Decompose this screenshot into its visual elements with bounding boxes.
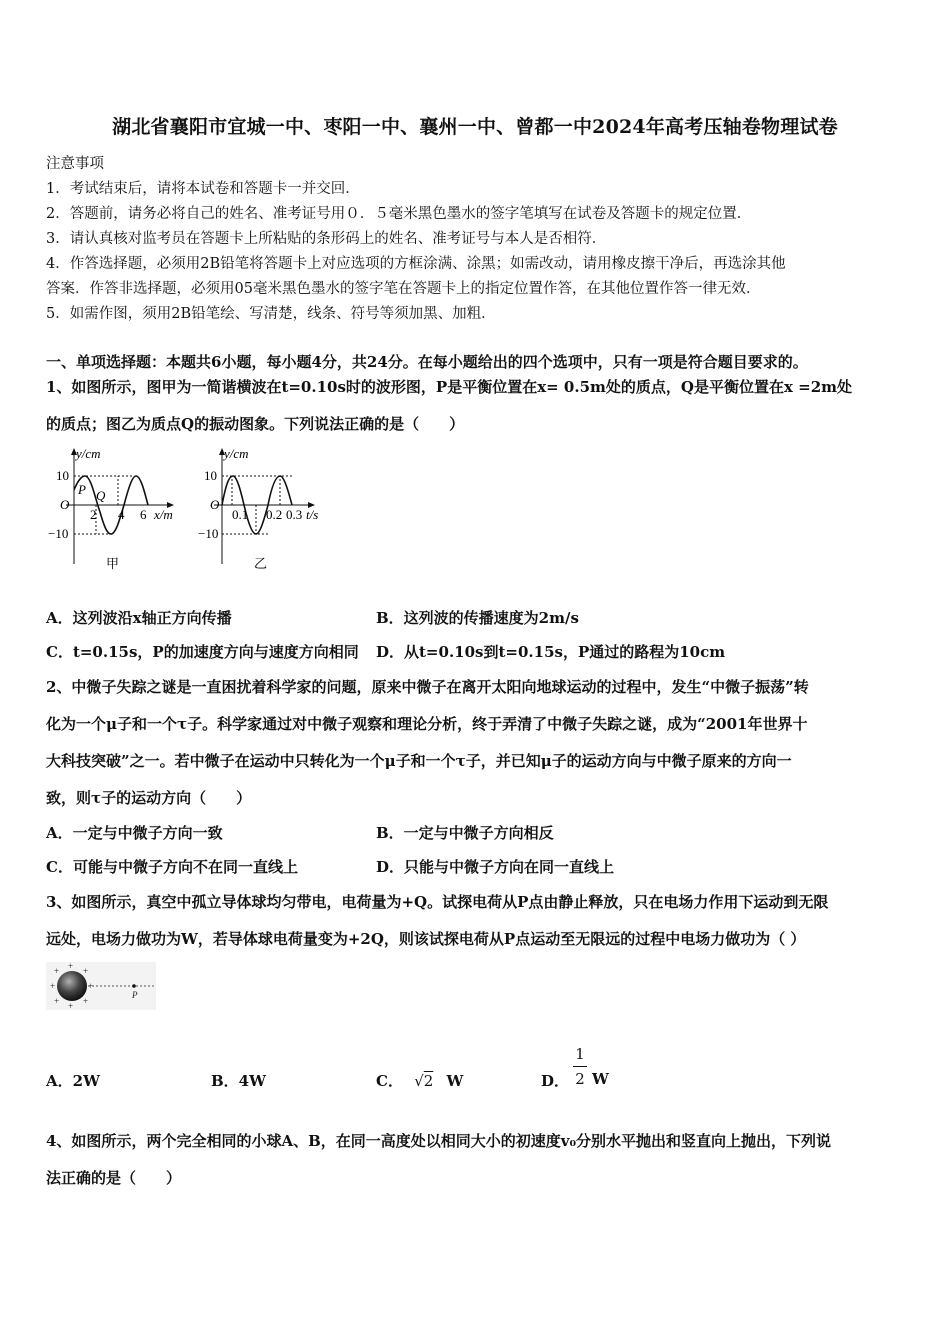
question-2-line: 2、中微子失踪之谜是一直困扰着科学家的问题，原来中微子在离开太阳向地球运动的过程中，发生“中微子振荡”转: [46, 678, 809, 696]
graph-b-ybottom: −10: [198, 526, 219, 541]
graph-a-point-q: Q: [96, 488, 106, 503]
point-p-label: P: [132, 990, 138, 1000]
question-2-line: 化为一个μ子和一个τ子。科学家通过对中微子观察和理论分析，终于弄清了中微子失踪之谜，成为“2001年世界十: [46, 715, 808, 733]
section-heading: 一、单项选择题：本题共6小题，每小题4分，共24分。在每小题给出的四个选项中，只有一项是符合题目要求的。: [46, 353, 808, 371]
q3-option-d-suffix: W: [592, 1070, 609, 1088]
question-4-line: 法正确的是（ ）: [46, 1169, 182, 1187]
q1-option-b: B．这列波的传播速度为2m/s: [376, 609, 579, 627]
notice-item: 2．答题前，请务必将自己的姓名、准考证号用０．５毫米黑色墨水的签字笔填写在试卷及答题卡的规定位置．: [46, 206, 752, 222]
charged-sphere-figure: [46, 962, 156, 1010]
svg-text:+: +: [88, 981, 94, 991]
svg-text:+: +: [50, 981, 56, 991]
svg-text:+: +: [83, 966, 89, 976]
q3-option-d: D．: [541, 1072, 570, 1090]
fraction-denominator: 2: [575, 1070, 585, 1088]
question-1-line: 的质点；图乙为质点Q的振动图象。下列说法正确的是（ ）: [46, 415, 465, 433]
graph-b-ytop: 10: [204, 468, 217, 483]
notice-heading: 注意事项: [46, 156, 104, 172]
svg-text:+: +: [68, 962, 74, 971]
notice-item: 4．作答选择题，必须用2B铅笔将答题卡上对应选项的方框涂满、涂黑；如需改动，请用橡皮擦干净后，再选涂其他: [46, 256, 786, 272]
graph-a-point-p: P: [78, 482, 86, 497]
graph-b-xlabel: t/s: [306, 507, 319, 522]
graph-a-tick: 4: [118, 507, 125, 522]
graph-b-tick: 0.1: [232, 507, 249, 522]
notice-item: 答案．作答非选择题，必须用05毫米黑色墨水的签字笔在答题卡上的指定位置作答，在其他位置作答一律无效．: [46, 281, 761, 297]
svg-text:+: +: [68, 1001, 74, 1010]
graph-a-ybottom: −10: [48, 526, 69, 541]
question-3-line: 远处，电场力做功为W，若导体球电荷量变为+2Q，则该试探电荷从P点运动至无限远的过程中电场力做功为（ ）: [46, 930, 806, 948]
q3-option-c-suffix: W: [446, 1072, 464, 1090]
fraction-bar: [573, 1066, 587, 1067]
q3-option-c-prefix: C．: [376, 1072, 403, 1090]
q1-option-d: D．从t=0.10s到t=0.15s，P通过的路程为10cm: [376, 643, 726, 661]
graph-b-ylabel: y/cm: [224, 446, 249, 461]
question-4-line: 4、如图所示，两个完全相同的小球A、B，在同一高度处以相同大小的初速度v₀分别水平抛出和竖直向上抛出，下列说: [46, 1132, 832, 1150]
q2-option-d: D．只能与中微子方向在同一直线上: [376, 858, 615, 876]
graph-b-tick: 0.3: [286, 507, 303, 522]
q2-option-a: A．一定与中微子方向一致: [46, 824, 223, 842]
q1-option-c: C．t=0.15s，P的加速度方向与速度方向相同: [46, 643, 359, 661]
graph-a-ylabel: y/cm: [76, 446, 101, 461]
graph-a-ytop: 10: [56, 468, 69, 483]
vibration-graph-b: [196, 442, 331, 572]
q3-option-a: A．2W: [46, 1072, 100, 1090]
svg-text:+: +: [54, 966, 60, 976]
graph-a-caption: 甲: [106, 556, 120, 571]
graph-b-caption: 乙: [254, 556, 268, 571]
graph-b-origin: O: [210, 497, 220, 512]
notice-item: 1．考试结束后，请将本试卷和答题卡一并交回．: [46, 181, 360, 197]
svg-text:+: +: [54, 996, 60, 1006]
question-2-line: 大科技突破”之一。若中微子在运动中只转化为一个μ子和一个τ子，并已知μ子的运动方向与中微子原来的方向一: [46, 752, 792, 770]
graph-a-xlabel: x/m: [154, 507, 173, 522]
notice-item: 5．如需作图，须用2B铅笔绘、写清楚，线条、符号等须加黑、加粗．: [46, 306, 496, 322]
fraction-numerator: 1: [575, 1045, 585, 1063]
q3-option-b: B．4W: [211, 1072, 266, 1090]
page-title: 湖北省襄阳市宜城一中、枣阳一中、襄州一中、曾都一中2024年高考压轴卷物理试卷: [112, 116, 838, 138]
graph-a-origin: O: [60, 497, 70, 512]
svg-text:+: +: [83, 996, 89, 1006]
sqrt-radicand: 2: [423, 1072, 434, 1090]
q3-option-c: [376, 1070, 463, 1091]
wave-graph-a: [40, 442, 185, 572]
graph-b-tick: 0.2: [266, 507, 283, 522]
question-1-line: 1、如图所示，图甲为一简谐横波在t=0.10s时的波形图，P是平衡位置在x= 0.5m处的质点，Q是平衡位置在x =2m处: [46, 378, 853, 396]
point-p-marker: [132, 984, 136, 988]
question-2-line: 致，则τ子的运动方向（ ）: [46, 789, 252, 807]
notice-item: 3．请认真核对监考员在答题卡上所粘贴的条形码上的姓名、准考证号与本人是否相符．: [46, 231, 607, 247]
q2-option-c: C．可能与中微子方向不在同一直线上: [46, 858, 298, 876]
q2-option-b: B．一定与中微子方向相反: [376, 824, 554, 842]
graph-a-tick: 2: [90, 507, 97, 522]
q1-option-a: A．这列波沿x轴正方向传播: [46, 609, 232, 627]
graph-a-tick: 6: [140, 507, 147, 522]
sqrt-symbol: √2: [414, 1072, 434, 1090]
question-3-line: 3、如图所示，真空中孤立导体球均匀带电，电荷量为+Q。试探电荷从P点由静止释放，只在电场力作用下运动到无限: [46, 893, 829, 911]
